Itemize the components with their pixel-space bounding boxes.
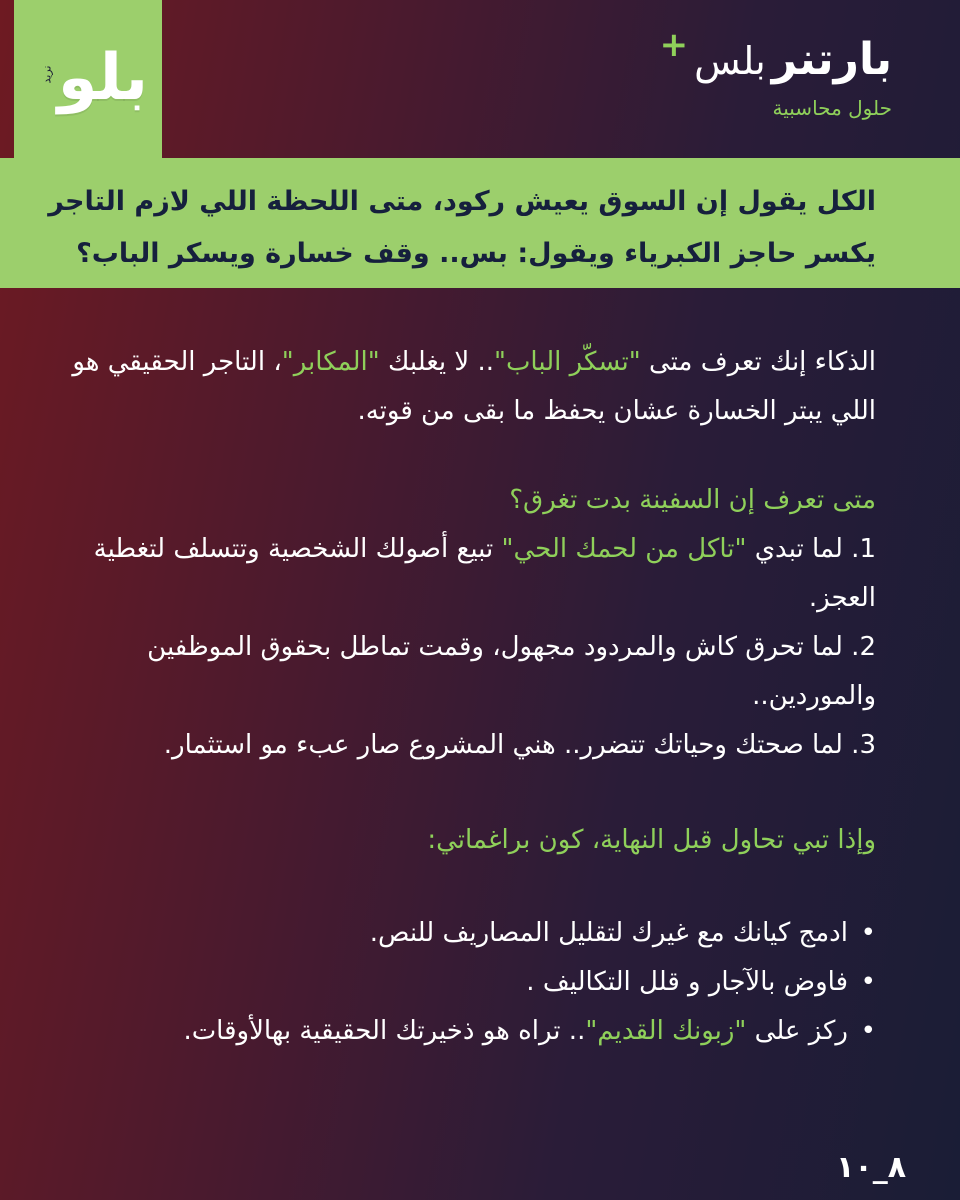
intro-text-2: .. لا يغلبك [379,347,494,377]
headline-banner [0,158,960,288]
page-number: ٨_١٠ [836,1150,906,1185]
bullet3-highlight: "زبونك القديم" [585,1016,747,1046]
item1-text-pre: 1. لما تبدي [746,534,876,564]
brand-name: بارتنر [771,34,892,85]
headline-text: الكل يقول إن السوق يعيش ركود، متى اللحظة اللي لازم التاجر يكسر حاجز الكبرياء ويقول: بس.. وقف خسارة ويسكر الباب؟ [48,186,876,269]
logo-panel [14,0,162,158]
logo-tag: نريد [40,65,54,84]
intro-text-1: الذكاء إنك تعرف متى [640,347,876,377]
main-content [40,338,876,1056]
brand-title [659,25,892,85]
brand-header [659,25,892,120]
plus-icon: + [659,25,689,65]
intro-text-3: ، التاجر الحقيقي هو اللي يبتر الخسارة عشان يحفظ ما بقى من قوته. [72,347,876,426]
bullet3-text-pre: ركز على [746,1016,848,1046]
section-heading-signs: متى تعرف إن السفينة بدت تغرق؟ [509,485,876,515]
bullet-item-1: • ادمج كيانك مع غيرك لتقليل المصاريف للنص. [40,909,876,958]
brand-logo [38,41,148,124]
tips-list [40,909,876,1056]
bullet3-text-post: .. تراه هو ذخيرتك الحقيقية بهالأوقات. [183,1016,586,1046]
intro-paragraph [40,338,876,436]
brand-plus-word: بلس [694,39,766,83]
brand-subtitle: حلول محاسبية [772,96,892,120]
list-item-3: 3. لما صحتك وحياتك تتضرر.. هني المشروع صار عبء مو استثمار. [163,730,876,760]
intro-highlight-2: "المكابر" [281,347,380,377]
list-item-2: 2. لما تحرق كاش والمردود مجهول، وقمت تماطل بحقوق الموظفين والموردين.. [147,632,876,711]
intro-highlight-1: "تسكّر الباب" [494,347,641,377]
item1-text-post: تبيع أصولك الشخصية وتتسلف لتغطية العجز. [93,534,876,613]
bullet-item-2: • فاوض بالآجار و قلل التكاليف . [40,958,876,1007]
bullet-item-3 [40,1007,876,1056]
item1-highlight: "تاكل من لحمك الحي" [501,534,747,564]
section-heading-pragmatic: وإذا تبي تحاول قبل النهاية، كون براغماتي: [427,825,876,855]
list-item-1 [40,525,876,623]
logo-word: بلو [57,41,148,115]
